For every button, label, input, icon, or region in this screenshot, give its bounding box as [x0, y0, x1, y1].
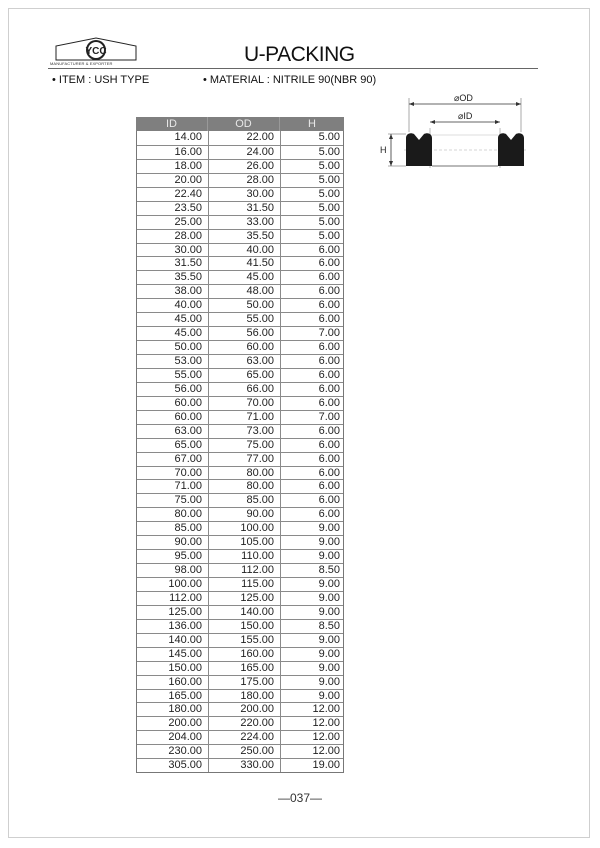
h-label: H — [380, 145, 387, 155]
cell-h: 6.00 — [318, 285, 340, 298]
cell-h: 12.00 — [312, 731, 340, 744]
cell-od: 56.00 — [209, 327, 281, 340]
spec-material: • MATERIAL : NITRILE 90(NBR 90) — [203, 74, 377, 86]
cell-id: 45.00 — [137, 313, 209, 326]
table-row — [137, 758, 343, 772]
table-row — [137, 256, 343, 270]
cell-h: 8.50 — [318, 619, 340, 632]
od-label: ⌀OD — [454, 93, 473, 103]
cell-od: 90.00 — [209, 508, 281, 521]
cell-od: 24.00 — [209, 146, 281, 159]
cell-od: 75.00 — [209, 439, 281, 452]
company-logo — [50, 36, 142, 70]
cell-h: 9.00 — [318, 550, 340, 563]
cell-h: 6.00 — [318, 382, 340, 395]
cell-h: 9.00 — [318, 647, 340, 660]
cell-h: 6.00 — [318, 341, 340, 354]
table-row — [137, 619, 343, 633]
u-packing-cross-section-diagram — [376, 88, 542, 172]
cell-h: 5.00 — [318, 215, 340, 228]
cell-od: 50.00 — [209, 299, 281, 312]
cell-od: 105.00 — [209, 536, 281, 549]
cell-id: 16.00 — [137, 146, 209, 159]
cell-h: 6.00 — [318, 355, 340, 367]
cell-od: 30.00 — [209, 188, 281, 201]
table-row — [137, 591, 343, 605]
cell-id: 98.00 — [137, 564, 209, 577]
table-row — [137, 312, 343, 326]
cell-od: 125.00 — [209, 592, 281, 605]
cell-id: 305.00 — [137, 759, 209, 772]
cell-id: 204.00 — [137, 731, 209, 744]
cell-id: 38.00 — [137, 285, 209, 298]
cell-id: 136.00 — [137, 620, 209, 633]
cell-od: 55.00 — [209, 313, 281, 326]
table-row — [137, 479, 343, 493]
cell-od: 110.00 — [209, 550, 281, 563]
table-row — [137, 243, 343, 257]
cell-id: 55.00 — [137, 369, 209, 382]
table-body — [136, 131, 344, 773]
table-row — [137, 284, 343, 298]
cell-h: 6.00 — [318, 368, 340, 381]
table-row — [137, 354, 343, 368]
cell-od: 66.00 — [209, 383, 281, 396]
ycc-emblem-icon — [50, 36, 142, 64]
cell-od: 150.00 — [209, 620, 281, 633]
cell-id: 60.00 — [137, 397, 209, 410]
column-header-od: OD — [208, 117, 280, 131]
cell-id: 145.00 — [137, 648, 209, 661]
cell-od: 155.00 — [209, 634, 281, 647]
cell-id: 180.00 — [137, 703, 209, 716]
cell-od: 220.00 — [209, 717, 281, 730]
cell-id: 85.00 — [137, 522, 209, 535]
cell-id: 28.00 — [137, 230, 209, 243]
cell-id: 95.00 — [137, 550, 209, 563]
cell-h: 5.00 — [318, 159, 340, 172]
table-row — [137, 577, 343, 591]
cell-h: 12.00 — [312, 717, 340, 730]
cell-h: 6.00 — [318, 424, 340, 437]
table-row — [137, 229, 343, 243]
table-row — [137, 466, 343, 480]
cell-od: 200.00 — [209, 703, 281, 716]
cell-id: 65.00 — [137, 439, 209, 452]
table-row — [137, 187, 343, 201]
cell-h: 9.00 — [318, 661, 340, 674]
cell-id: 75.00 — [137, 494, 209, 507]
table-row — [137, 298, 343, 312]
cell-od: 40.00 — [209, 244, 281, 257]
table-row — [137, 131, 343, 145]
table-row — [137, 507, 343, 521]
cell-id: 18.00 — [137, 160, 209, 173]
table-row — [137, 452, 343, 466]
table-row — [137, 661, 343, 675]
cell-od: 41.50 — [209, 257, 281, 270]
cell-id: 67.00 — [137, 453, 209, 466]
cell-h: 9.00 — [318, 591, 340, 604]
cell-h: 9.00 — [318, 522, 340, 535]
cell-id: 20.00 — [137, 174, 209, 187]
title-divider — [48, 68, 538, 69]
cell-h: 9.00 — [318, 578, 340, 590]
table-row — [137, 549, 343, 563]
cell-od: 65.00 — [209, 369, 281, 382]
cell-id: 90.00 — [137, 536, 209, 549]
cell-id: 100.00 — [137, 578, 209, 591]
cell-h: 7.00 — [318, 410, 340, 423]
table-row — [137, 368, 343, 382]
cell-h: 6.00 — [318, 313, 340, 326]
table-row — [137, 410, 343, 424]
table-row — [137, 382, 343, 396]
cell-h: 9.00 — [318, 675, 340, 688]
size-table — [136, 117, 344, 773]
cell-h: 5.00 — [318, 131, 340, 143]
cell-h: 5.00 — [318, 187, 340, 200]
cell-h: 9.00 — [318, 689, 340, 702]
cell-h: 19.00 — [312, 759, 340, 772]
cell-od: 63.00 — [209, 355, 281, 368]
table-row — [137, 730, 343, 744]
cell-od: 224.00 — [209, 731, 281, 744]
table-row — [137, 675, 343, 689]
cell-id: 14.00 — [137, 131, 209, 145]
cell-id: 230.00 — [137, 745, 209, 758]
cell-od: 165.00 — [209, 662, 281, 675]
cell-id: 112.00 — [137, 592, 209, 605]
cell-od: 26.00 — [209, 160, 281, 173]
cell-h: 5.00 — [318, 201, 340, 214]
table-row — [137, 145, 343, 159]
cell-h: 12.00 — [312, 745, 340, 758]
cell-h: 6.00 — [318, 508, 340, 521]
cell-id: 31.50 — [137, 257, 209, 270]
cell-od: 140.00 — [209, 606, 281, 619]
cell-h: 6.00 — [318, 299, 340, 312]
spec-item: • ITEM : USH TYPE — [52, 74, 150, 86]
cell-od: 33.00 — [209, 216, 281, 229]
cell-h: 6.00 — [318, 271, 340, 284]
table-row — [137, 702, 343, 716]
cell-id: 30.00 — [137, 244, 209, 257]
cell-h: 9.00 — [318, 605, 340, 618]
cell-od: 160.00 — [209, 648, 281, 661]
cell-h: 5.00 — [318, 229, 340, 242]
cell-id: 70.00 — [137, 467, 209, 480]
cell-id: 165.00 — [137, 690, 209, 703]
cell-id: 125.00 — [137, 606, 209, 619]
cell-od: 112.00 — [209, 564, 281, 577]
cell-h: 6.00 — [318, 243, 340, 256]
cell-id: 35.50 — [137, 271, 209, 284]
cell-id: 23.50 — [137, 202, 209, 215]
cell-id: 200.00 — [137, 717, 209, 730]
cell-h: 6.00 — [318, 466, 340, 479]
cell-id: 150.00 — [137, 662, 209, 675]
column-header-id: ID — [136, 117, 208, 131]
table-row — [137, 689, 343, 703]
cell-h: 6.00 — [318, 494, 340, 507]
cell-h: 6.00 — [318, 396, 340, 409]
cell-h: 6.00 — [318, 438, 340, 451]
table-row — [137, 340, 343, 354]
id-label: ⌀ID — [458, 111, 473, 121]
cell-id: 40.00 — [137, 299, 209, 312]
cell-od: 70.00 — [209, 397, 281, 410]
table-row — [137, 173, 343, 187]
table-row — [137, 647, 343, 661]
cell-id: 160.00 — [137, 676, 209, 689]
page-number: —037— — [277, 791, 323, 805]
cell-od: 180.00 — [209, 690, 281, 703]
cell-h: 12.00 — [312, 703, 340, 716]
logo-text: YCC — [85, 46, 107, 57]
table-row — [137, 270, 343, 284]
cell-h: 5.00 — [318, 173, 340, 186]
cell-od: 22.00 — [209, 131, 281, 145]
logo-caption: MANUFACTURER & EXPORTER — [50, 61, 113, 66]
cell-h: 6.00 — [318, 257, 340, 270]
cell-h: 9.00 — [318, 536, 340, 549]
cell-od: 48.00 — [209, 285, 281, 298]
table-row — [137, 563, 343, 577]
table-header — [136, 117, 344, 131]
table-row — [137, 201, 343, 215]
table-row — [137, 716, 343, 730]
cell-h: 5.00 — [318, 145, 340, 158]
table-row — [137, 438, 343, 452]
cell-od: 28.00 — [209, 174, 281, 187]
cell-od: 60.00 — [209, 341, 281, 354]
table-row — [137, 633, 343, 647]
cell-id: 53.00 — [137, 355, 209, 368]
cell-h: 6.00 — [318, 480, 340, 493]
cell-h: 6.00 — [318, 452, 340, 465]
cell-id: 56.00 — [137, 383, 209, 396]
table-row — [137, 159, 343, 173]
cell-od: 175.00 — [209, 676, 281, 689]
cell-id: 140.00 — [137, 634, 209, 647]
cell-od: 250.00 — [209, 745, 281, 758]
table-row — [137, 605, 343, 619]
cell-od: 73.00 — [209, 425, 281, 438]
cell-id: 25.00 — [137, 216, 209, 229]
table-row — [137, 215, 343, 229]
cell-id: 71.00 — [137, 480, 209, 493]
cell-od: 330.00 — [209, 759, 281, 772]
table-row — [137, 493, 343, 507]
cell-od: 35.50 — [209, 230, 281, 243]
cell-h: 9.00 — [318, 633, 340, 646]
table-row — [137, 326, 343, 340]
cell-id: 63.00 — [137, 425, 209, 438]
cell-od: 100.00 — [209, 522, 281, 535]
table-row — [137, 744, 343, 758]
column-header-h: H — [308, 118, 316, 130]
cell-od: 77.00 — [209, 453, 281, 466]
cell-id: 50.00 — [137, 341, 209, 354]
cell-od: 115.00 — [209, 578, 281, 591]
cell-h: 8.50 — [318, 564, 340, 577]
cell-id: 45.00 — [137, 327, 209, 340]
cell-od: 80.00 — [209, 480, 281, 493]
table-row — [137, 424, 343, 438]
table-row — [137, 521, 343, 535]
cell-od: 45.00 — [209, 271, 281, 284]
table-row — [137, 396, 343, 410]
table-row — [137, 535, 343, 549]
cell-od: 71.00 — [209, 411, 281, 424]
cell-id: 22.40 — [137, 188, 209, 201]
cell-id: 60.00 — [137, 411, 209, 424]
cell-od: 80.00 — [209, 467, 281, 480]
cell-id: 80.00 — [137, 508, 209, 521]
cell-od: 31.50 — [209, 202, 281, 215]
cell-h: 7.00 — [318, 327, 340, 340]
cell-od: 85.00 — [209, 494, 281, 507]
page-title: U-PACKING — [244, 43, 355, 66]
